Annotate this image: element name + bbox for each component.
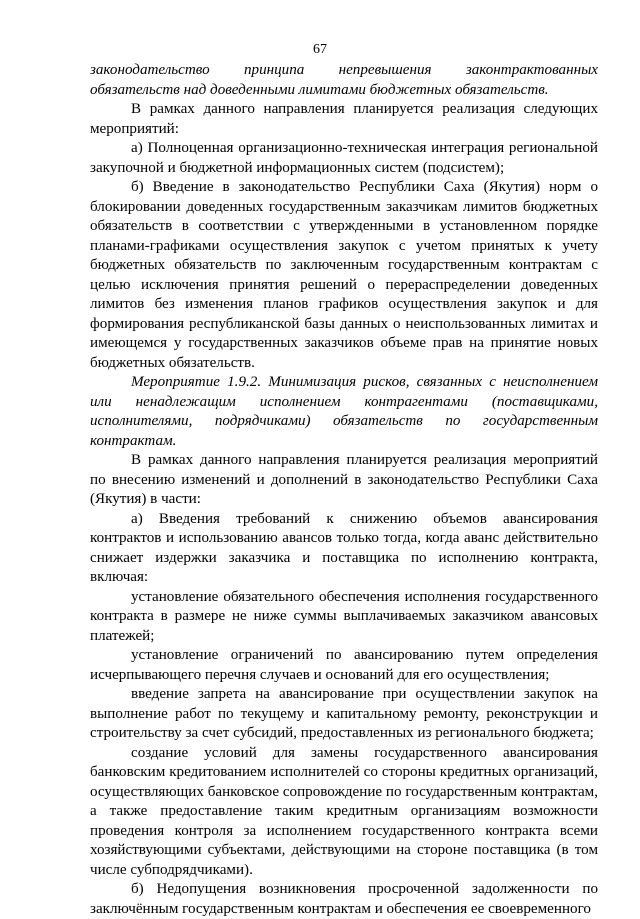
paragraph-4: б) Введение в законодательство Республики Саха (Якутия) норм о блокировании доведенных государственным заказчикам лимитов бюджетных обязательств в соответствии с утвержденными в установленном порядке планами-графиками осуществления закупок с учетом принятых к учету бюджетных обязательств по заключенным государственным контрактам с целью исключения принятия решений о перераспределении доведенных лимитов без изменения планов графиков осуществления закупок и для формирования республиканской базы данных о неиспользованных лимитах и имеющемся у государственных заказчиков объеме прав на принятие новых бюджетных обязательств. xyxy=(90,179,598,371)
paragraph-5-measure-heading: Мероприятие 1.9.2. Минимизация рисков, связанных с неисполнением или ненадлежащим исполнением контрагентами (поставщиками, исполнителями, подрядчиками) обязательств по государственным контрактам. xyxy=(90,374,598,449)
paragraph-2: В рамках данного направления планируется реализация следующих мероприятий: xyxy=(90,101,598,137)
paragraph-8: установление обязательного обеспечения исполнения государственного контракта в размере не ниже суммы выплачиваемых заказчиком авансовых платежей; xyxy=(90,588,598,644)
paragraph-12: б) Недопущения возникновения просроченной задолженности по заключённым государственным контрактам и обеспечения ее своевременного xyxy=(90,881,598,917)
paragraph-6: В рамках данного направления планируется реализация мероприятий по внесению изменений и дополнений в законодательство Республики Саха (Якутия) в части: xyxy=(90,452,598,507)
page-number: 67 xyxy=(313,42,327,57)
paragraph-9: установление ограничений по авансированию путем определения исчерпывающего перечня случаев и оснований для его осуществления; xyxy=(90,647,598,683)
paragraph-11: создание условий для замены государственного авансирования банковским кредитованием исполнителей со стороны кредитных организаций, осуществляющих банковское сопровождение по государственным контрактам, а также предоставление таким кредитным организациям возможности проведения контроля за исполнением государственного контракта всеми хозяйствующими субъектами, действующими на стороне поставщика (в том числе субподрядчиками). xyxy=(90,744,598,878)
paragraph-10: введение запрета на авансирование при осуществлении закупок на выполнение работ по текущему и капитальному ремонту, реконструкции и строительству за счет субсидий, предоставленных из регионального бюджета; xyxy=(90,686,598,741)
paragraph-1: законодательство принципа непревышения законтрактованных обязательств над доведенными лимитами бюджетных обязательств. xyxy=(90,62,598,98)
paragraph-7: а) Введения требований к снижению объемов авансирования контрактов и использованию авансов только тогда, когда аванс действительно снижает издержки заказчика и поставщика по исполнению контракта, включая: xyxy=(90,510,598,585)
paragraph-3: а) Полноценная организационно-техническая интеграция региональной закупочной и бюджетной информационных систем (подсистем); xyxy=(90,140,598,176)
document-body xyxy=(90,61,598,919)
